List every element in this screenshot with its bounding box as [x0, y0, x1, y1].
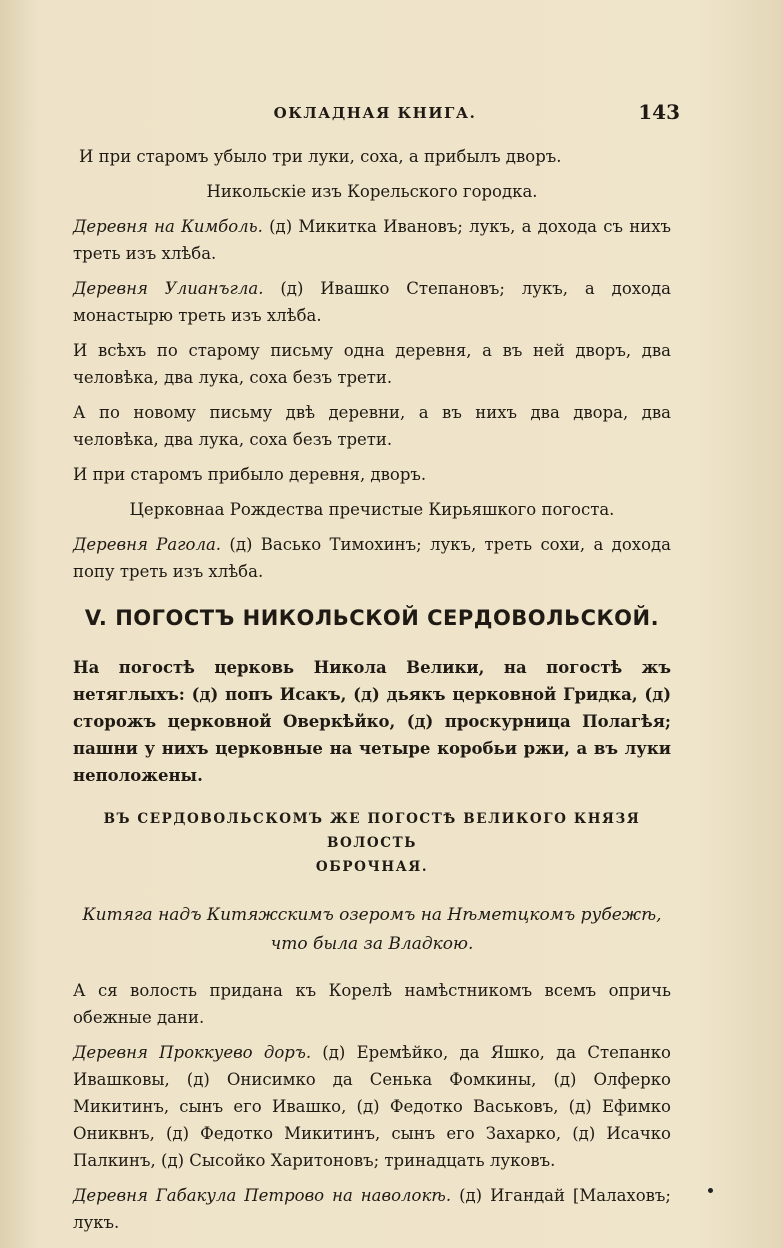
paragraph-1: И при старомъ убыло три луки, соха, а прибылъ дворъ. [79, 147, 562, 166]
paragraph-text: (д) Васько Тимохинъ; лукъ, треть сохи, а дохода попу треть изъ хлѣба. [73, 535, 671, 581]
paragraph-text: (д) Микитка Ивановъ; лукъ, а дохода съ нихъ треть изъ хлѣба. [73, 217, 671, 263]
village-name: Деревня Рагола. [73, 535, 222, 554]
paragraph-2 [73, 213, 671, 267]
page-number: 143 [638, 100, 680, 124]
paragraph-8: На погостѣ церковь Никола Велики, на погостѣ жъ нетяглыхъ: (д) попъ Исакъ, (д) дьякъ церковной Гридка, (д) сторожъ церковной Оверкѣйко, (д) проскурница Полагѣя; пашни у нихъ церковные на четыре коробьи ржи, а въ луки неположены. [73, 658, 671, 785]
paragraph-text: (д) Ивашко Степановъ; лукъ, а дохода монастырю треть изъ хлѣба. [73, 279, 671, 325]
section-heading: V. ПОГОСТЪ НИКОЛЬСКОЙ СЕРДОВОЛЬСКОЙ. [84, 606, 660, 630]
heading-nikolskie: Никольскіе изъ Корельского городка. [206, 182, 538, 201]
paragraph-9: А ся волость придана къ Корелѣ намѣстникомъ всемъ опричь обежные дани. [73, 981, 671, 1027]
paragraph-text: (д) Еремѣйко, да Яшко, да Степанко Ивашковы, (д) Онисимко да Сенька Фомкины, (д) Олферко Микитинъ, сынъ его Ивашко, (д) Федотко Васьковъ, (д) Ефимко Ониквнъ, (д) Федотко Микитинъ, сынъ его Захарко, (д) Исачко Палкинъ, (д) Сысойко Харитоновъ; тринадцать луковъ. [73, 1043, 671, 1170]
paragraph-5: А по новому письму двѣ деревни, а въ нихъ два двора, два человѣка, два лука, соха безъ трети. [73, 403, 671, 449]
village-name: Деревня Проккуево доръ. [73, 1043, 312, 1062]
page-text [73, 143, 671, 1244]
paragraph-10 [73, 1039, 671, 1174]
paragraph-3 [73, 275, 671, 329]
village-name: Деревня Улианъгла. [73, 279, 264, 298]
subheading-line-2: ОБРОЧНАЯ. [315, 859, 429, 875]
paragraph-4: И всѣхъ по старому письму одна деревня, а въ ней дворъ, два человѣка, два лука, соха безъ трети. [73, 341, 671, 387]
italic-heading-line-1: Китяга надъ Китяжскимъ озеромъ на Нѣметцкомъ рубежѣ, [82, 905, 662, 925]
ink-spot [708, 1188, 713, 1193]
running-head: ОКЛАДНАЯ КНИГА. [273, 104, 477, 122]
paragraph-7 [73, 531, 671, 585]
paragraph-6: И при старомъ прибыло деревня, дворъ. [73, 465, 427, 484]
village-name: Деревня на Кимболь. [73, 217, 263, 236]
village-name: Деревня Габакула Петрово на наволокѣ. [73, 1186, 452, 1205]
paragraph-11 [73, 1182, 671, 1236]
italic-heading-line-2: что была за Владкою. [270, 934, 474, 954]
italic-heading [73, 901, 671, 959]
subheading-line-1: ВЪ СЕРДОВОЛЬСКОМЪ ЖЕ ПОГОСТѢ ВЕЛИКОГО КНЯЗЯ ВОЛОСТЬ [103, 811, 641, 851]
subheading-volost [73, 807, 671, 879]
page-header [70, 100, 680, 130]
paragraph-text: (д) Игандай [Малаховъ; лукъ. [73, 1186, 671, 1232]
heading-church: Церковнаа Рождества пречистые Кирьяшкого погоста. [129, 500, 615, 519]
